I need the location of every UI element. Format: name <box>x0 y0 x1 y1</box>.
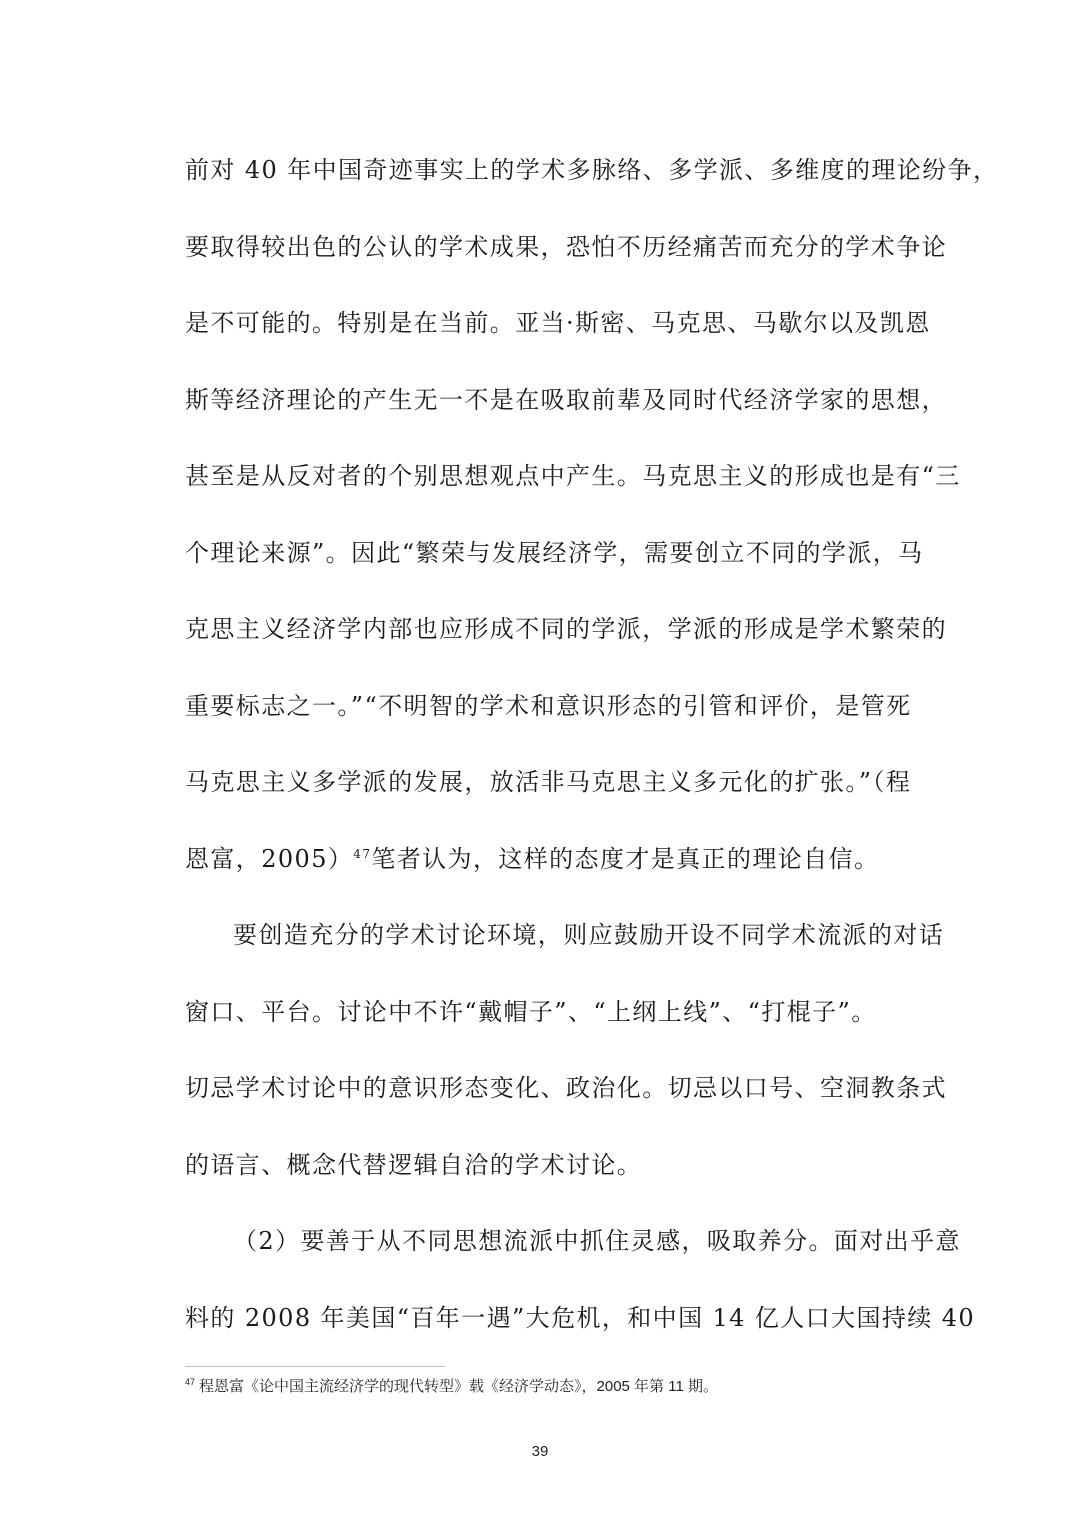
text-line: 料的 2008 年美国“百年一遇”大危机，和中国 14 亿人口大国持续 40 <box>185 1303 976 1332</box>
text-line: 是不可能的。特别是在当前。亚当·斯密、马克思、马歇尔以及凯恩 <box>185 309 931 337</box>
paragraph-first-line: 要创造充分的学术讨论环境，则应鼓励开设不同学术流派的对话 <box>233 921 945 949</box>
text-line: 前对 40 年中国奇迹事实上的学术多脉络、多学派、多维度的理论纷争， <box>185 156 999 184</box>
footnote-reference[interactable]: 47 <box>353 846 372 861</box>
text-line: 甚至是从反对者的个别思想观点中产生。马克思主义的形成也是有“三 <box>185 462 961 490</box>
body-text <box>185 146 999 1370</box>
text-line: 窗口、平台。讨论中不许“戴帽子”、“上纲上线”、“打棍子”。 <box>185 997 877 1026</box>
paragraph-first-line: （2）要善于从不同思想流派中抓住灵感，吸取养分。面对出乎意 <box>233 1227 961 1255</box>
footnote-text: 程恩富《论中国主流经济学的现代转型》载《经济学动态》，2005 年第 11 期。 <box>199 1378 718 1395</box>
text-line: 切忌学术讨论中的意识形态变化、政治化。切忌以口号、空洞教条式 <box>185 1074 947 1102</box>
text-segment: 恩富，2005） <box>185 844 354 873</box>
footnote-divider <box>185 1366 445 1367</box>
text-line: 马克思主义多学派的发展，放活非马克思主义多元化的扩张。”（程 <box>185 768 912 796</box>
text-line <box>185 835 897 912</box>
text-line: 的语言、概念代替逻辑自洽的学术讨论。 <box>185 1150 643 1179</box>
text-line: 斯等经济理论的产生无一不是在吸取前辈及同时代经济学家的思想， <box>185 385 947 414</box>
text-segment: 笔者认为，这样的态度才是真正的理论自信。 <box>371 844 880 873</box>
text-line: 克思主义经济学内部也应形成不同的学派，学派的形成是学术繁荣的 <box>185 615 947 643</box>
footnote <box>185 1375 718 1399</box>
text-line: 要取得较出色的公认的学术成果，恐怕不历经痛苦而充分的学术争论 <box>185 232 947 261</box>
text-line: 个理论来源”。因此“繁荣与发展经济学，需要创立不同的学派，马 <box>185 538 924 567</box>
page-number: 39 <box>531 1443 549 1460</box>
text-line: 重要标志之一。”“不明智的学术和意识形态的引管和评价，是管死 <box>185 691 912 720</box>
footnote-number: 47 <box>185 1377 196 1387</box>
